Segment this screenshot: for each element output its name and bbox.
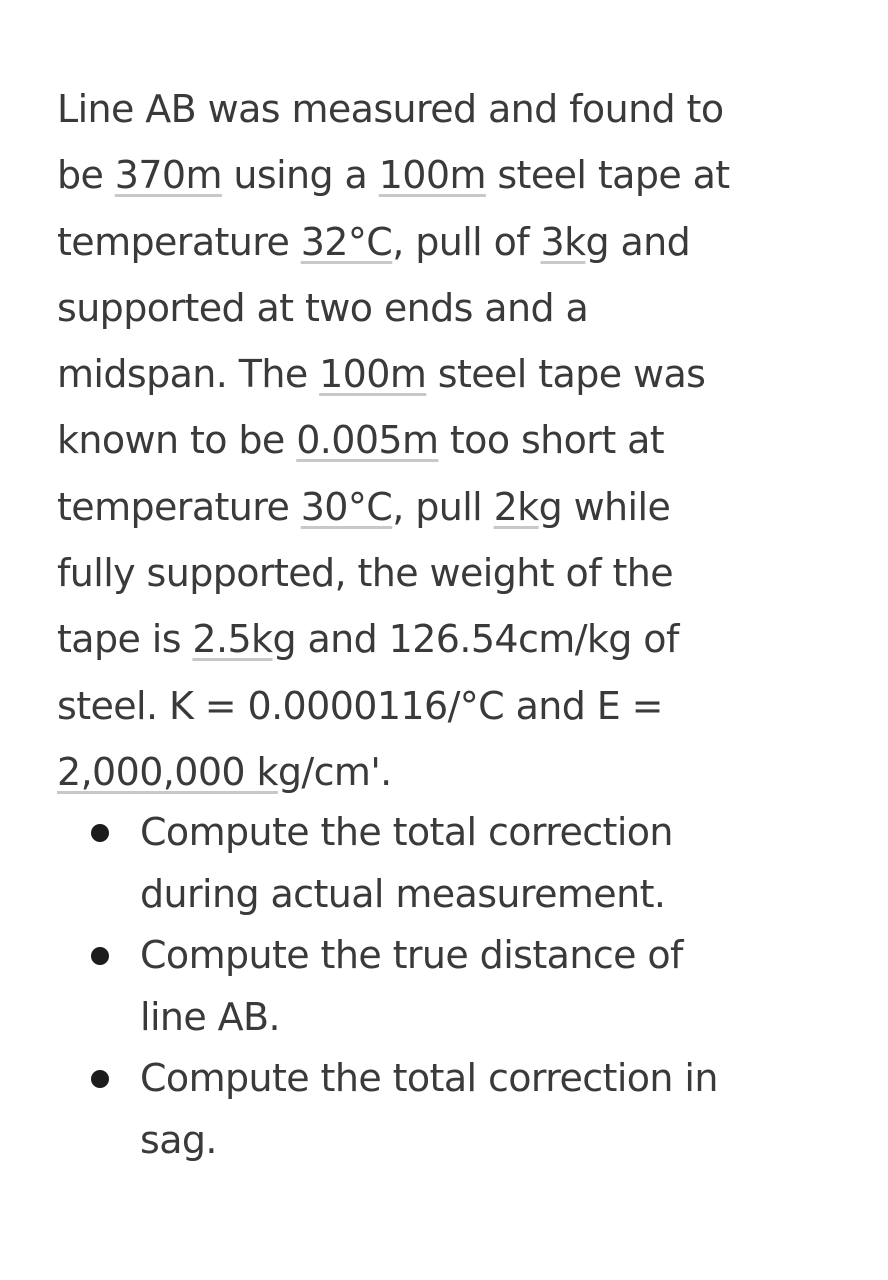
problem-line [57,341,847,407]
question-text: during actual measurement. [140,871,666,916]
problem-line [57,275,847,341]
problem-line [57,606,847,672]
question-item [85,925,845,1048]
text-segment: , pull of [392,219,541,264]
underlined-value: 100m [319,352,427,397]
bullet-icon [91,947,109,965]
underlined-value: 2.5k [192,617,273,662]
question-item [85,1048,845,1171]
underlined-value: 0.005m [296,418,439,463]
problem-line [57,673,847,739]
text-segment: , pull [392,484,494,529]
question-text: Compute the true distance of [140,933,683,977]
text-segment: g and 126.54cm/kg of [272,617,679,662]
question-text: Compute the total correction in [140,1056,718,1100]
text-segment: using a [221,153,379,198]
text-segment: midspan. The [57,352,320,397]
problem-line [57,76,847,142]
problem-statement [57,76,847,805]
question-list [85,802,845,1171]
question-text: line AB. [140,994,281,1039]
text-segment: temperature [57,484,301,529]
text-segment: g and [585,219,691,264]
text-segment: steel tape was [426,352,706,397]
question-text: Compute the total correction [140,810,673,854]
bullet-icon [91,824,109,842]
problem-line [57,540,847,606]
problem-line [57,407,847,473]
question-item [85,802,845,925]
text-segment: steel tape at [485,153,730,198]
underlined-value: 370m [114,153,222,198]
text-segment: be [57,153,115,198]
bullet-icon [91,1070,109,1088]
problem-line [57,474,847,540]
text-segment: g/cm'. [277,749,392,794]
underlined-value: 30°C [300,484,393,529]
text-segment: temperature [57,219,301,264]
text-segment: known to be [57,418,297,463]
problem-line [57,739,847,805]
underlined-value: 2,000,000 k [57,749,278,794]
question-text: sag. [140,1117,217,1162]
problem-line [57,142,847,208]
underlined-value: 3k [540,219,586,264]
underlined-value: 100m [378,153,486,198]
text-segment: steel. K = 0.0000116/°C and E = [57,683,663,728]
underlined-value: 2k [493,484,539,529]
text-segment: too short at [438,418,665,463]
text-segment: tape is [57,617,193,662]
text-segment: Line AB was measured and found to [57,87,724,131]
text-segment: g while [538,484,671,529]
text-segment: fully supported, the weight of the [57,551,674,596]
underlined-value: 32°C [300,219,393,264]
text-segment: supported at two ends and a [57,285,589,330]
problem-line [57,209,847,275]
